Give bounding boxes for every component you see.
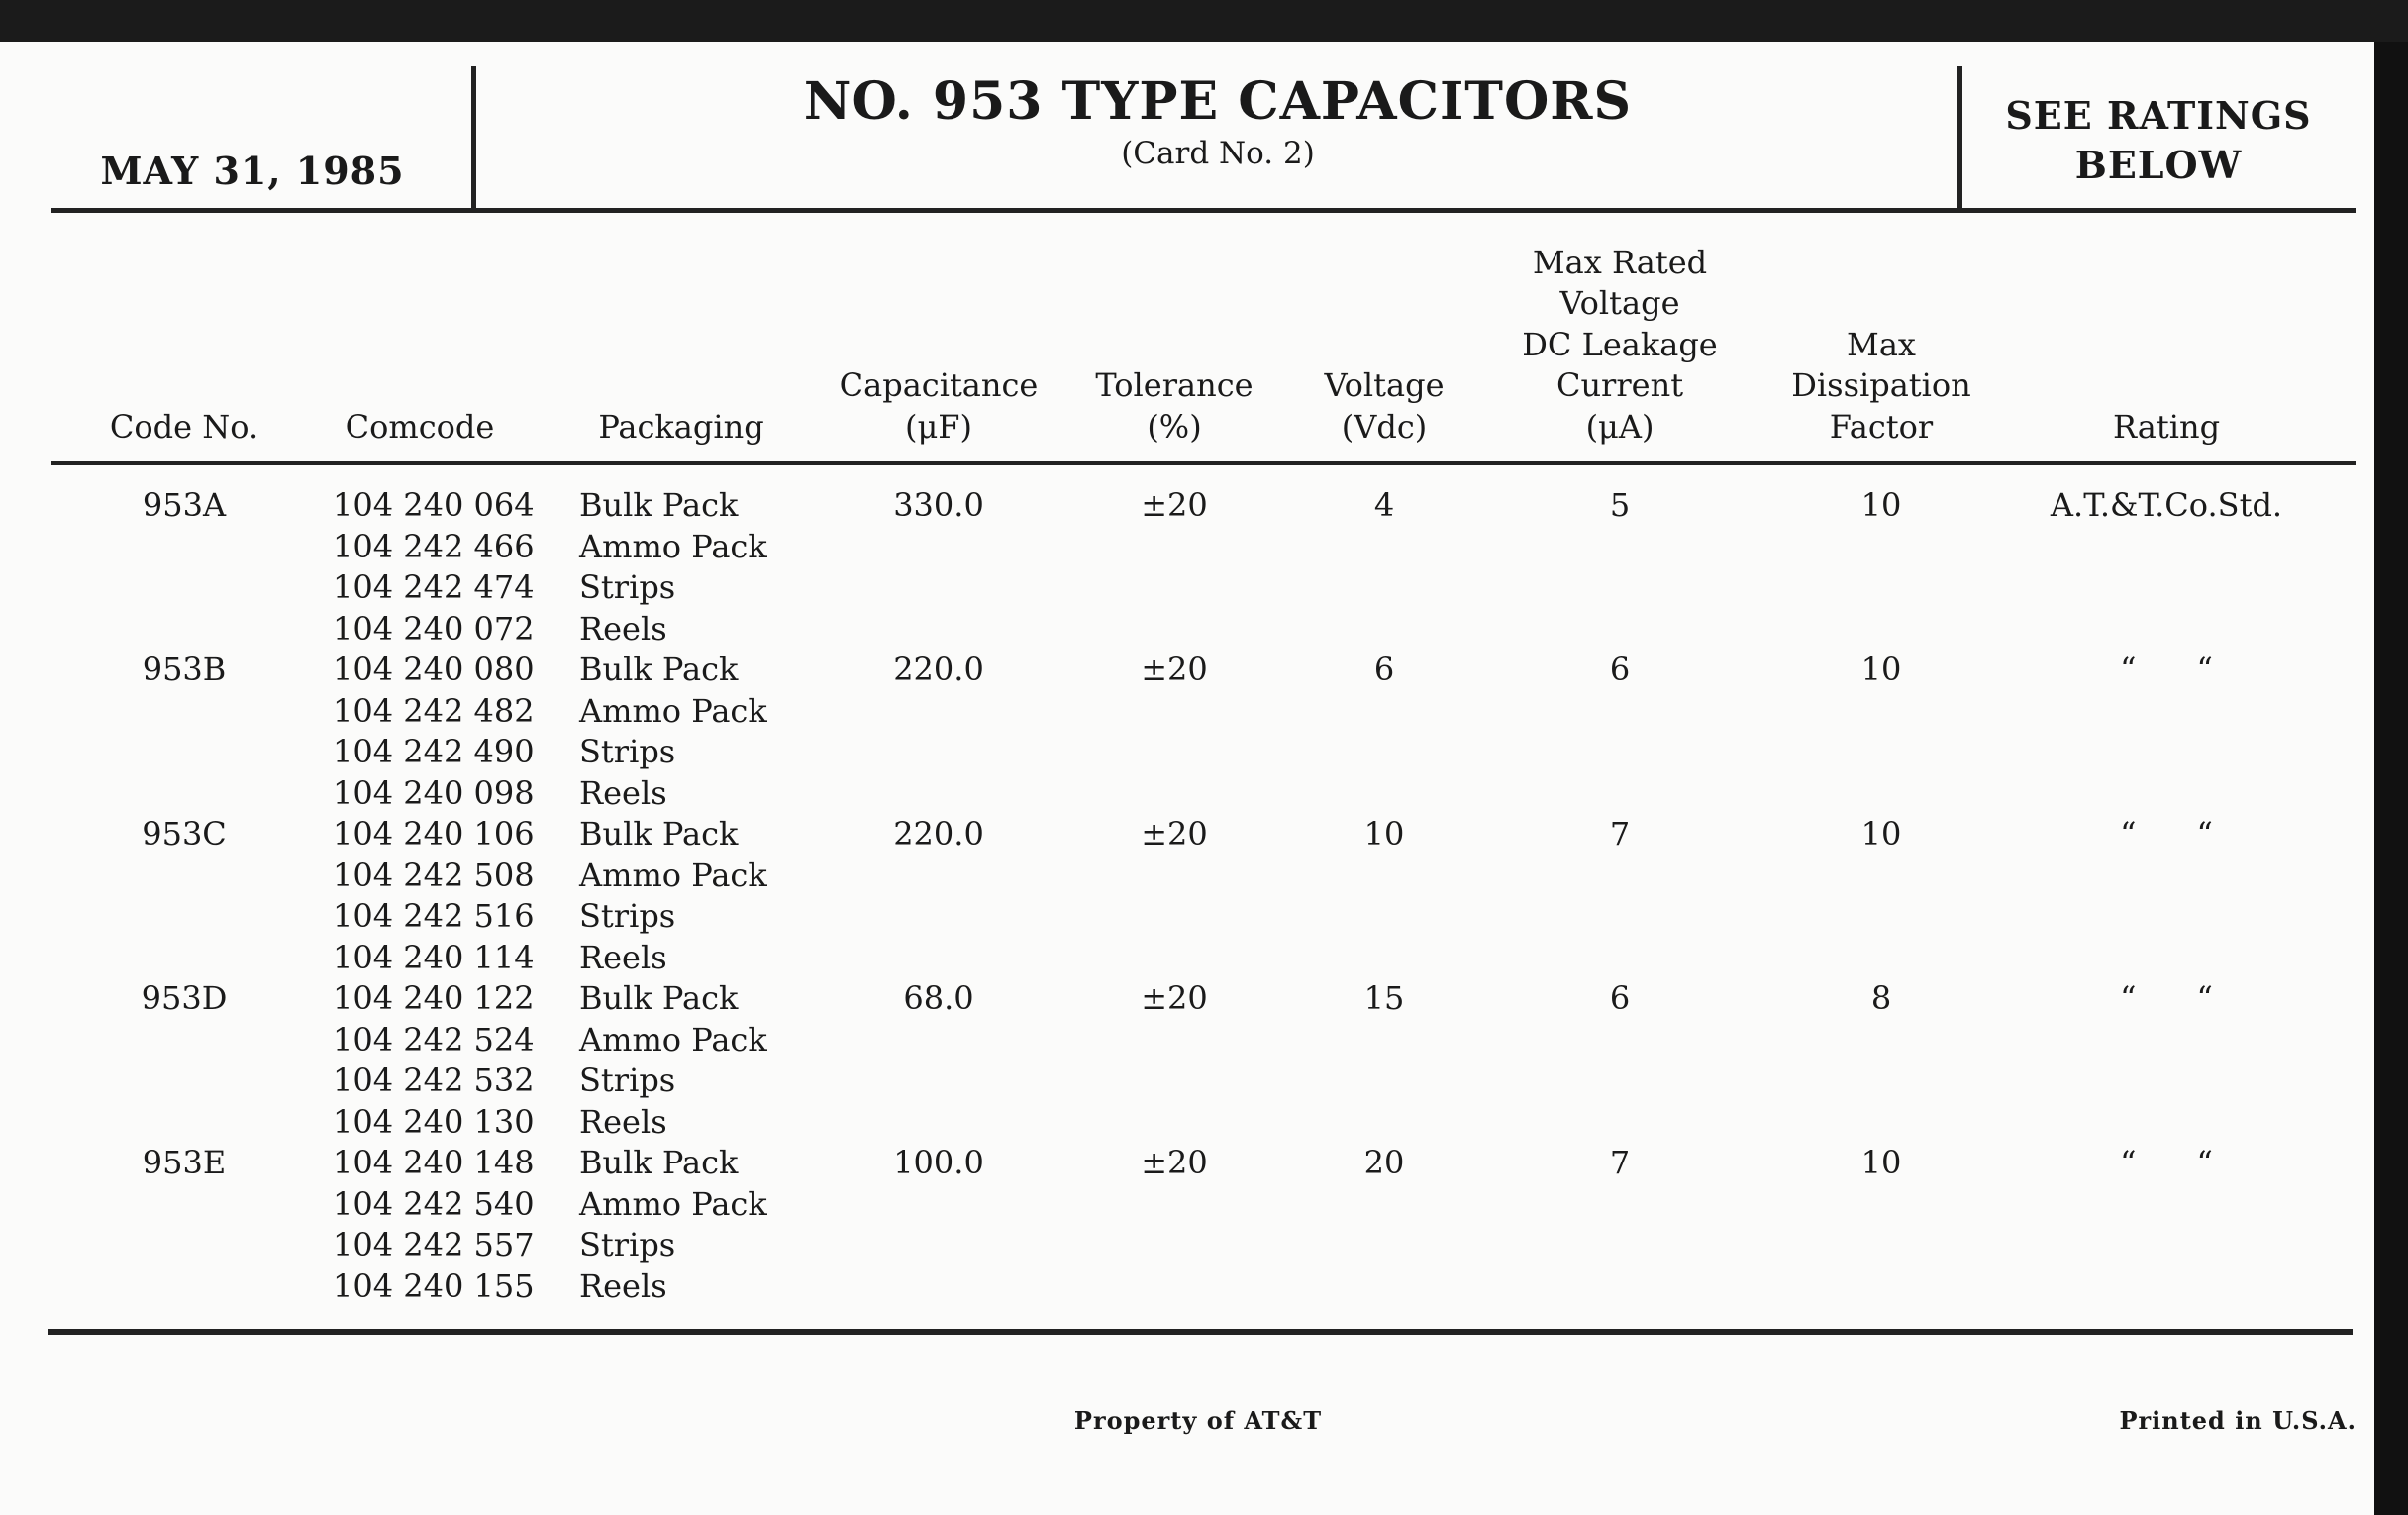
cell-comcode: 104 240 098 — [333, 773, 535, 812]
cell-voltage: 6 — [1373, 651, 1395, 688]
column-header-capacitance-line: (μF) — [905, 407, 972, 446]
cell-packaging: Strips — [579, 568, 676, 606]
cell-leakage: 6 — [1609, 651, 1631, 688]
column-header-tolerance-line: Tolerance — [1095, 366, 1254, 404]
cell-packaging: Strips — [579, 733, 676, 770]
ratings-note — [1965, 91, 2352, 190]
cell-comcode: 104 240 064 — [333, 486, 535, 524]
cell-comcode: 104 242 540 — [333, 1184, 535, 1223]
card-number: (Card No. 2) — [1121, 136, 1315, 171]
title-rule — [51, 208, 2356, 213]
cell-rating: “ “ — [2120, 651, 2213, 688]
cell-dissipation: 10 — [1860, 651, 1902, 688]
ratings-note-line1: SEE RATINGS — [2005, 93, 2312, 138]
table-bottom-rule — [48, 1329, 2353, 1335]
cell-packaging: Bulk Pack — [579, 486, 739, 524]
cell-capacitance: 68.0 — [903, 979, 974, 1017]
cell-capacitance: 100.0 — [893, 1144, 984, 1181]
column-header-dissipation-line: Max — [1847, 325, 1916, 363]
cell-packaging: Ammo Pack — [579, 1184, 767, 1223]
cell-packaging: Ammo Pack — [579, 1020, 767, 1059]
column-header-leakage-line: DC Leakage — [1522, 325, 1718, 363]
document-card — [0, 42, 2374, 1515]
cell-comcode: 104 240 148 — [333, 1144, 535, 1181]
cell-comcode: 104 240 114 — [333, 938, 535, 976]
header-rule — [51, 461, 2356, 465]
cell-capacitance: 220.0 — [893, 815, 984, 853]
column-header-comcode-line: Comcode — [345, 407, 495, 446]
cell-comcode: 104 240 122 — [333, 979, 535, 1017]
column-header-capacitance-line: Capacitance — [839, 366, 1039, 404]
cell-comcode: 104 240 080 — [333, 651, 535, 688]
scan-edge — [2374, 42, 2408, 1515]
cell-comcode: 104 242 557 — [333, 1226, 535, 1263]
column-header-voltage-line: Voltage — [1324, 366, 1445, 404]
cell-rating: “ “ — [2120, 815, 2213, 853]
cell-tolerance: ±20 — [1141, 486, 1208, 524]
column-header-leakage-line: (μA) — [1585, 407, 1655, 446]
cell-rating: “ “ — [2120, 979, 2213, 1017]
cell-comcode: 104 240 106 — [333, 815, 535, 853]
cell-packaging: Ammo Pack — [579, 856, 767, 894]
cell-leakage: 6 — [1609, 979, 1631, 1017]
cell-voltage: 10 — [1363, 815, 1405, 853]
cell-comcode: 104 240 130 — [333, 1102, 535, 1141]
property-notice: Property of AT&T — [1073, 1406, 1323, 1435]
title-divider-right — [1957, 66, 1962, 210]
cell-dissipation: 10 — [1860, 815, 1902, 853]
cell-packaging: Strips — [579, 1226, 676, 1263]
cell-packaging: Reels — [579, 1102, 667, 1141]
column-header-dissipation-line: Factor — [1829, 407, 1934, 446]
column-header-leakage-line: Max Rated — [1532, 243, 1708, 281]
cell-leakage: 7 — [1609, 815, 1631, 853]
column-header-leakage-line: Voltage — [1559, 284, 1680, 322]
cell-tolerance: ±20 — [1141, 651, 1208, 688]
cell-comcode: 104 240 072 — [333, 609, 535, 648]
cell-packaging: Bulk Pack — [579, 651, 739, 688]
cell-packaging: Reels — [579, 938, 667, 976]
column-header-dissipation — [1723, 325, 2040, 449]
cell-comcode: 104 242 516 — [333, 897, 535, 935]
cell-packaging: Bulk Pack — [579, 979, 739, 1017]
cell-packaging: Ammo Pack — [579, 691, 767, 730]
cell-packaging: Ammo Pack — [579, 527, 767, 565]
cell-dissipation: 8 — [1870, 979, 1892, 1017]
ratings-note-line2: BELOW — [2074, 143, 2243, 187]
cell-comcode: 104 242 532 — [333, 1061, 535, 1099]
cell-packaging: Strips — [579, 1061, 676, 1099]
column-header-tolerance-line: (%) — [1147, 407, 1202, 446]
cell-voltage: 20 — [1363, 1144, 1405, 1181]
cell-leakage: 7 — [1609, 1144, 1631, 1181]
cell-tolerance: ±20 — [1141, 815, 1208, 853]
cell-packaging: Strips — [579, 897, 676, 935]
cell-capacitance: 220.0 — [893, 651, 984, 688]
printed-notice: Printed in U.S.A. — [2119, 1406, 2357, 1435]
cell-rating: “ “ — [2120, 1144, 2213, 1181]
cell-code: 953A — [142, 486, 227, 524]
cell-capacitance: 330.0 — [893, 486, 984, 524]
cell-voltage: 15 — [1363, 979, 1405, 1017]
cell-comcode: 104 242 490 — [333, 733, 535, 770]
cell-comcode: 104 242 508 — [333, 856, 535, 894]
cell-rating: A.T.&T.Co.Std. — [2050, 486, 2283, 524]
column-header-code-line: Code No. — [109, 407, 259, 446]
cell-tolerance: ±20 — [1141, 979, 1208, 1017]
column-header-rating-line: Rating — [2112, 407, 2221, 446]
column-header-leakage-line: Current — [1555, 366, 1684, 404]
column-header-rating — [2008, 407, 2325, 449]
column-header-packaging-line: Packaging — [598, 407, 764, 446]
cell-packaging: Bulk Pack — [579, 815, 739, 853]
cell-dissipation: 10 — [1860, 486, 1902, 524]
cell-code: 953D — [141, 979, 228, 1017]
column-header-voltage-line: (Vdc) — [1341, 407, 1428, 446]
cell-tolerance: ±20 — [1141, 1144, 1208, 1181]
cell-comcode: 104 242 466 — [333, 527, 535, 565]
cell-packaging: Reels — [579, 773, 667, 812]
column-header-dissipation-line: Dissipation — [1791, 366, 1971, 404]
cell-packaging: Reels — [579, 609, 667, 648]
cell-code: 953C — [142, 815, 227, 853]
cell-comcode: 104 242 524 — [333, 1020, 535, 1059]
cell-packaging: Reels — [579, 1266, 667, 1305]
cell-dissipation: 10 — [1860, 1144, 1902, 1181]
cell-code: 953B — [142, 651, 227, 688]
cell-comcode: 104 242 482 — [333, 691, 535, 730]
cell-comcode: 104 240 155 — [333, 1266, 535, 1305]
document-title: NO. 953 TYPE CAPACITORS — [803, 71, 1633, 132]
cell-packaging: Bulk Pack — [579, 1144, 739, 1181]
cell-code: 953E — [142, 1144, 227, 1181]
issue-date: MAY 31, 1985 — [100, 148, 405, 193]
cell-leakage: 5 — [1609, 486, 1631, 524]
cell-voltage: 4 — [1373, 486, 1395, 524]
cell-comcode: 104 242 474 — [333, 568, 535, 606]
